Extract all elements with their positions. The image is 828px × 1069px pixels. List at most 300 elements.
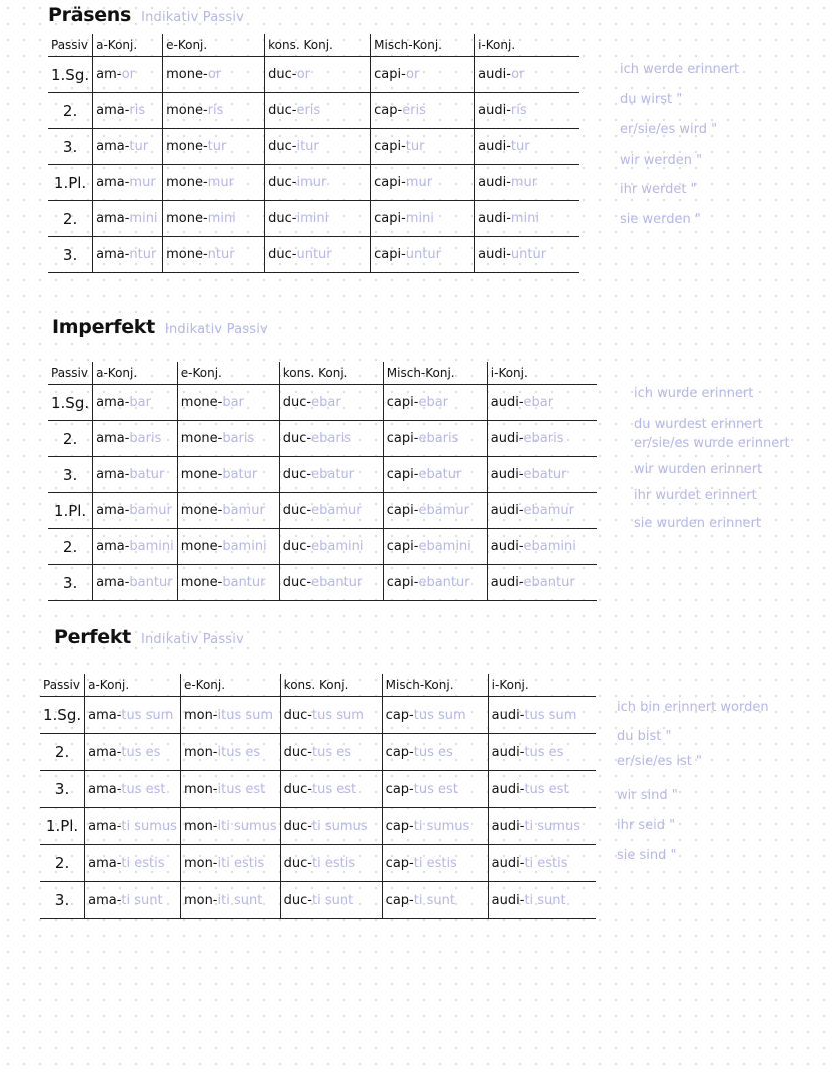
person-cell: 1.Sg.: [48, 385, 93, 421]
perfekt-subtitle: Indikativ Passiv: [140, 632, 244, 647]
column-header: Misch-Konj.: [382, 674, 488, 697]
verb-stem: audi-: [491, 892, 525, 908]
verb-ending: ebatur: [418, 467, 462, 482]
verb-stem: duc-: [283, 744, 313, 760]
column-header: a-Konj.: [85, 674, 181, 697]
form-cell: [475, 93, 579, 129]
table-header-row: [40, 674, 596, 697]
form-cell: [280, 882, 382, 919]
verb-stem: ama-: [96, 431, 130, 446]
form-cell: [163, 237, 265, 273]
form-cell: [85, 771, 181, 808]
verb-stem: audi-: [478, 139, 511, 154]
verb-ending: baris: [129, 431, 162, 446]
form-cell: [265, 165, 371, 201]
verb-stem: ama-: [96, 211, 130, 226]
person-cell: 2.: [48, 529, 93, 565]
form-cell: [279, 457, 383, 493]
verb-stem: mone-: [166, 211, 208, 226]
verb-stem: mone-: [166, 247, 208, 262]
verb-ending: ebar: [311, 395, 341, 410]
verb-stem: cap-: [385, 707, 414, 723]
verb-stem: cap-: [385, 892, 414, 908]
table-row: [40, 697, 596, 734]
verb-ending: mur: [129, 175, 156, 190]
form-cell: [488, 734, 596, 771]
verb-stem: mone-: [166, 175, 208, 190]
verb-ending: ebatur: [523, 467, 567, 482]
form-cell: [383, 529, 487, 565]
präsens-table: [48, 34, 579, 273]
verb-stem: audi-: [491, 744, 525, 760]
verb-stem: mon-: [183, 781, 218, 797]
form-cell: [487, 493, 597, 529]
verb-stem: ama-: [96, 467, 130, 482]
verb-stem: audi-: [491, 781, 525, 797]
verb-stem: cap-: [385, 781, 414, 797]
verb-stem: duc-: [282, 539, 312, 554]
form-cell: [488, 771, 596, 808]
verb-ending: ebantur: [523, 575, 575, 590]
column-header: kons. Konj.: [265, 34, 371, 57]
verb-ending: ris: [510, 103, 527, 118]
column-header: Passiv: [40, 674, 85, 697]
verb-stem: audi-: [478, 247, 511, 262]
verb-ending: ebaris: [311, 431, 352, 446]
column-header: i-Konj.: [488, 674, 596, 697]
form-cell: [180, 697, 280, 734]
verb-stem: duc-: [283, 855, 313, 871]
form-cell: [371, 57, 475, 93]
verb-ending: tus es: [524, 744, 564, 760]
table-row: [40, 882, 596, 919]
verb-stem: ama-: [88, 892, 122, 908]
verb-stem: ama-: [96, 575, 130, 590]
form-cell: [280, 734, 382, 771]
verb-ending: eris: [296, 103, 321, 118]
perfekt-table: [40, 674, 596, 919]
verb-ending: tus est: [312, 781, 357, 797]
verb-stem: am-: [96, 67, 122, 82]
form-cell: [93, 529, 178, 565]
person-cell: 1.Pl.: [48, 493, 93, 529]
form-cell: [85, 697, 181, 734]
form-cell: [180, 734, 280, 771]
form-cell: [177, 421, 279, 457]
verb-ending: ti sunt: [312, 892, 354, 908]
table-row: [48, 493, 597, 529]
form-cell: [371, 165, 475, 201]
verb-stem: capi-: [386, 467, 419, 482]
person-cell: 2.: [48, 93, 93, 129]
verb-stem: audi-: [478, 175, 511, 190]
form-cell: [280, 845, 382, 882]
verb-stem: capi-: [386, 431, 419, 446]
verb-ending: batur: [222, 467, 258, 482]
verb-ending: bar: [222, 395, 244, 410]
verb-ending: tus es: [413, 744, 453, 760]
verb-ending: mur: [405, 175, 433, 190]
verb-ending: ebamini: [311, 539, 364, 554]
form-cell: [265, 57, 371, 93]
verb-ending: or: [121, 67, 135, 82]
verb-stem: capi-: [374, 139, 406, 154]
verb-ending: ebamini: [418, 539, 471, 554]
table-row: [48, 385, 597, 421]
verb-ending: mini: [510, 211, 540, 226]
form-cell: [475, 165, 579, 201]
verb-stem: ama-: [96, 539, 130, 554]
verb-stem: audi-: [491, 707, 525, 723]
verb-stem: duc-: [268, 175, 297, 190]
form-cell: [163, 93, 265, 129]
form-cell: [475, 201, 579, 237]
verb-ending: ebar: [418, 395, 449, 410]
verb-stem: duc-: [282, 575, 312, 590]
verb-ending: ti sumus: [121, 818, 177, 834]
form-cell: [279, 529, 383, 565]
verb-stem: audi-: [490, 539, 524, 554]
form-cell: [177, 529, 279, 565]
form-cell: [382, 882, 488, 919]
verb-stem: capi-: [374, 247, 406, 262]
column-header: a-Konj.: [93, 34, 163, 57]
form-cell: [371, 237, 475, 273]
form-cell: [93, 493, 178, 529]
verb-ending: tus sum: [312, 707, 364, 723]
verb-stem: ama-: [88, 818, 122, 834]
verb-ending: ntur: [129, 247, 157, 262]
verb-ending: itus sum: [217, 707, 274, 723]
person-cell: 2.: [48, 421, 93, 457]
form-cell: [383, 385, 487, 421]
verb-ending: bantur: [222, 575, 266, 590]
verb-stem: mon-: [183, 855, 218, 871]
form-cell: [177, 457, 279, 493]
form-cell: [279, 421, 383, 457]
verb-ending: ebantur: [311, 575, 363, 590]
person-cell: 3.: [48, 129, 93, 165]
verb-ending: eris: [402, 103, 426, 118]
form-cell: [382, 845, 488, 882]
verb-ending: tur: [129, 139, 149, 154]
verb-stem: audi-: [478, 103, 511, 118]
table-row: [40, 771, 596, 808]
verb-ending: tus est: [524, 781, 569, 797]
person-cell: 3.: [48, 237, 93, 273]
imperfekt-title: Imperfekt: [52, 316, 155, 338]
verb-stem: duc-: [282, 431, 312, 446]
form-cell: [488, 845, 596, 882]
table-row: [40, 808, 596, 845]
verb-ending: tus est: [121, 781, 166, 797]
verb-ending: iti estis: [217, 855, 265, 871]
form-cell: [487, 385, 597, 421]
person-cell: 1.Sg.: [40, 697, 85, 734]
table-row: [48, 529, 597, 565]
verb-stem: capi-: [374, 211, 406, 226]
verb-ending: ebaris: [523, 431, 564, 446]
form-cell: [383, 565, 487, 601]
verb-ending: ebatur: [311, 467, 355, 482]
verb-stem: mone-: [180, 395, 223, 410]
verb-stem: audi-: [478, 67, 512, 82]
form-cell: [383, 457, 487, 493]
form-cell: [93, 165, 163, 201]
verb-ending: iti sunt: [217, 892, 263, 908]
verb-ending: ti estis: [413, 855, 457, 871]
verb-ending: bamur: [222, 503, 265, 518]
perfekt-title: Perfekt: [54, 626, 131, 648]
verb-stem: duc-: [268, 247, 297, 262]
verb-ending: ti sumus: [312, 818, 368, 834]
verb-ending: tus sum: [413, 707, 466, 723]
verb-ending: ebamur: [523, 503, 575, 518]
verb-ending: bamur: [129, 503, 172, 518]
form-cell: [279, 493, 383, 529]
verb-ending: itus es: [217, 744, 261, 760]
form-cell: [488, 808, 596, 845]
verb-stem: mon-: [183, 892, 218, 908]
verb-ending: ti sunt: [524, 892, 566, 908]
verb-stem: audi-: [491, 855, 525, 871]
form-cell: [383, 493, 487, 529]
form-cell: [475, 129, 579, 165]
verb-ending: mini: [207, 211, 236, 226]
column-header: kons. Konj.: [279, 362, 383, 385]
verb-stem: audi-: [490, 503, 524, 518]
verb-stem: audi-: [490, 395, 524, 410]
table-row: [48, 129, 579, 165]
verb-ending: bantur: [129, 575, 173, 590]
form-cell: [93, 129, 163, 165]
verb-stem: duc-: [268, 211, 297, 226]
verb-stem: ama-: [96, 103, 130, 118]
table-header-row: [48, 362, 597, 385]
form-cell: [265, 93, 371, 129]
form-cell: [93, 93, 163, 129]
verb-stem: duc-: [283, 892, 313, 908]
table-header-row: [48, 34, 579, 57]
column-header: i-Konj.: [475, 34, 579, 57]
column-header: e-Konj.: [163, 34, 265, 57]
table-row: [48, 237, 579, 273]
verb-stem: audi-: [490, 467, 524, 482]
form-cell: [488, 882, 596, 919]
column-header: i-Konj.: [487, 362, 597, 385]
imperfekt-table: [48, 362, 597, 601]
form-cell: [85, 808, 181, 845]
verb-ending: bar: [129, 395, 151, 410]
form-cell: [279, 385, 383, 421]
verb-stem: capi-: [386, 503, 419, 518]
verb-ending: ti estis: [524, 855, 568, 871]
form-cell: [383, 421, 487, 457]
person-cell: 1.Sg.: [48, 57, 93, 93]
form-cell: [382, 771, 488, 808]
verb-ending: ntur: [207, 247, 235, 262]
verb-ending: mur: [510, 175, 538, 190]
verb-ending: ti sumus: [524, 818, 580, 834]
form-cell: [93, 201, 163, 237]
verb-stem: cap-: [374, 103, 403, 118]
verb-ending: ebamini: [523, 539, 576, 554]
verb-stem: capi-: [386, 575, 419, 590]
column-header: kons. Konj.: [280, 674, 382, 697]
form-cell: [93, 385, 178, 421]
form-cell: [279, 565, 383, 601]
verb-stem: duc-: [268, 67, 297, 82]
form-cell: [487, 529, 597, 565]
form-cell: [280, 697, 382, 734]
form-cell: [177, 493, 279, 529]
verb-stem: ama-: [96, 395, 130, 410]
form-cell: [488, 697, 596, 734]
verb-ending: ris: [207, 103, 224, 118]
verb-stem: ama-: [88, 744, 122, 760]
column-header: Passiv: [48, 362, 93, 385]
person-cell: 1.Pl.: [40, 808, 85, 845]
verb-ending: tur: [510, 139, 530, 154]
person-cell: 2.: [48, 201, 93, 237]
verb-ending: mini: [129, 211, 158, 226]
verb-ending: tur: [405, 139, 425, 154]
column-header: a-Konj.: [93, 362, 178, 385]
form-cell: [265, 201, 371, 237]
verb-stem: audi-: [490, 431, 524, 446]
verb-ending: iti sumus: [217, 818, 277, 834]
verb-stem: capi-: [386, 539, 419, 554]
form-cell: [180, 808, 280, 845]
verb-ending: or: [296, 67, 311, 82]
verb-stem: duc-: [282, 395, 312, 410]
verb-ending: ebantur: [418, 575, 470, 590]
form-cell: [280, 771, 382, 808]
form-cell: [93, 565, 178, 601]
verb-ending: imini: [296, 211, 329, 226]
form-cell: [163, 165, 265, 201]
verb-stem: capi-: [386, 395, 419, 410]
verb-ending: untur: [296, 247, 332, 262]
verb-stem: duc-: [282, 467, 312, 482]
form-cell: [180, 771, 280, 808]
form-cell: [265, 129, 371, 165]
verb-stem: ama-: [96, 175, 130, 190]
form-cell: [371, 201, 475, 237]
verb-ending: itur: [296, 139, 319, 154]
form-cell: [487, 457, 597, 493]
verb-ending: ebar: [523, 395, 554, 410]
person-cell: 2.: [40, 845, 85, 882]
verb-stem: mone-: [180, 431, 223, 446]
verb-stem: audi-: [478, 211, 511, 226]
form-cell: [177, 565, 279, 601]
person-cell: 2.: [40, 734, 85, 771]
verb-stem: mone-: [180, 539, 223, 554]
form-cell: [475, 57, 579, 93]
verb-ending: tus sum: [524, 707, 577, 723]
form-cell: [487, 421, 597, 457]
person-cell: 3.: [48, 457, 93, 493]
table-row: [48, 565, 597, 601]
form-cell: [93, 457, 178, 493]
verb-stem: duc-: [268, 103, 297, 118]
verb-ending: imur: [296, 175, 327, 190]
column-header: e-Konj.: [177, 362, 279, 385]
verb-stem: ama-: [88, 707, 122, 723]
verb-ending: ris: [129, 103, 146, 118]
verb-stem: mon-: [183, 818, 218, 834]
verb-stem: ama-: [96, 247, 130, 262]
verb-ending: untur: [510, 247, 547, 262]
verb-stem: mone-: [180, 503, 223, 518]
form-cell: [85, 882, 181, 919]
form-cell: [265, 237, 371, 273]
verb-stem: audi-: [490, 575, 524, 590]
verb-stem: mon-: [183, 707, 218, 723]
table-row: [40, 845, 596, 882]
form-cell: [382, 734, 488, 771]
person-cell: 3.: [40, 882, 85, 919]
verb-ending: tur: [207, 139, 227, 154]
verb-ending: bamini: [222, 539, 267, 554]
verb-stem: mon-: [183, 744, 218, 760]
form-cell: [487, 565, 597, 601]
verb-stem: audi-: [491, 818, 525, 834]
verb-stem: cap-: [385, 818, 414, 834]
verb-ending: bamini: [129, 539, 174, 554]
imperfekt-subtitle: Indikativ Passiv: [164, 322, 268, 337]
person-cell: 3.: [48, 565, 93, 601]
präsens-subtitle: Indikativ Passiv: [141, 10, 245, 25]
verb-ending: mini: [405, 211, 434, 226]
verb-stem: ama-: [96, 139, 130, 154]
präsens-title: Präsens: [48, 4, 132, 26]
verb-ending: or: [511, 67, 525, 82]
table-row: [48, 57, 579, 93]
column-header: e-Konj.: [180, 674, 280, 697]
form-cell: [93, 237, 163, 273]
verb-ending: untur: [405, 247, 441, 262]
verb-stem: ama-: [96, 503, 130, 518]
form-cell: [180, 845, 280, 882]
verb-stem: mone-: [166, 103, 208, 118]
table-row: [48, 201, 579, 237]
table-row: [48, 93, 579, 129]
verb-stem: mone-: [166, 139, 208, 154]
verb-stem: cap-: [385, 855, 414, 871]
table-row: [48, 457, 597, 493]
verb-ending: tus es: [312, 744, 352, 760]
form-cell: [382, 697, 488, 734]
verb-stem: duc-: [283, 818, 313, 834]
verb-ending: ti sunt: [413, 892, 455, 908]
verb-ending: mur: [207, 175, 234, 190]
column-header: Misch-Konj.: [383, 362, 487, 385]
form-cell: [85, 734, 181, 771]
form-cell: [280, 808, 382, 845]
table-row: [48, 421, 597, 457]
verb-ending: tus sum: [121, 707, 174, 723]
verb-ending: ti estis: [121, 855, 165, 871]
verb-stem: ama-: [88, 781, 122, 797]
perfekt-heading: [54, 626, 244, 648]
person-cell: 3.: [40, 771, 85, 808]
form-cell: [177, 385, 279, 421]
verb-ending: tus est: [413, 781, 458, 797]
verb-stem: mone-: [166, 67, 208, 82]
verb-ending: or: [406, 67, 420, 82]
